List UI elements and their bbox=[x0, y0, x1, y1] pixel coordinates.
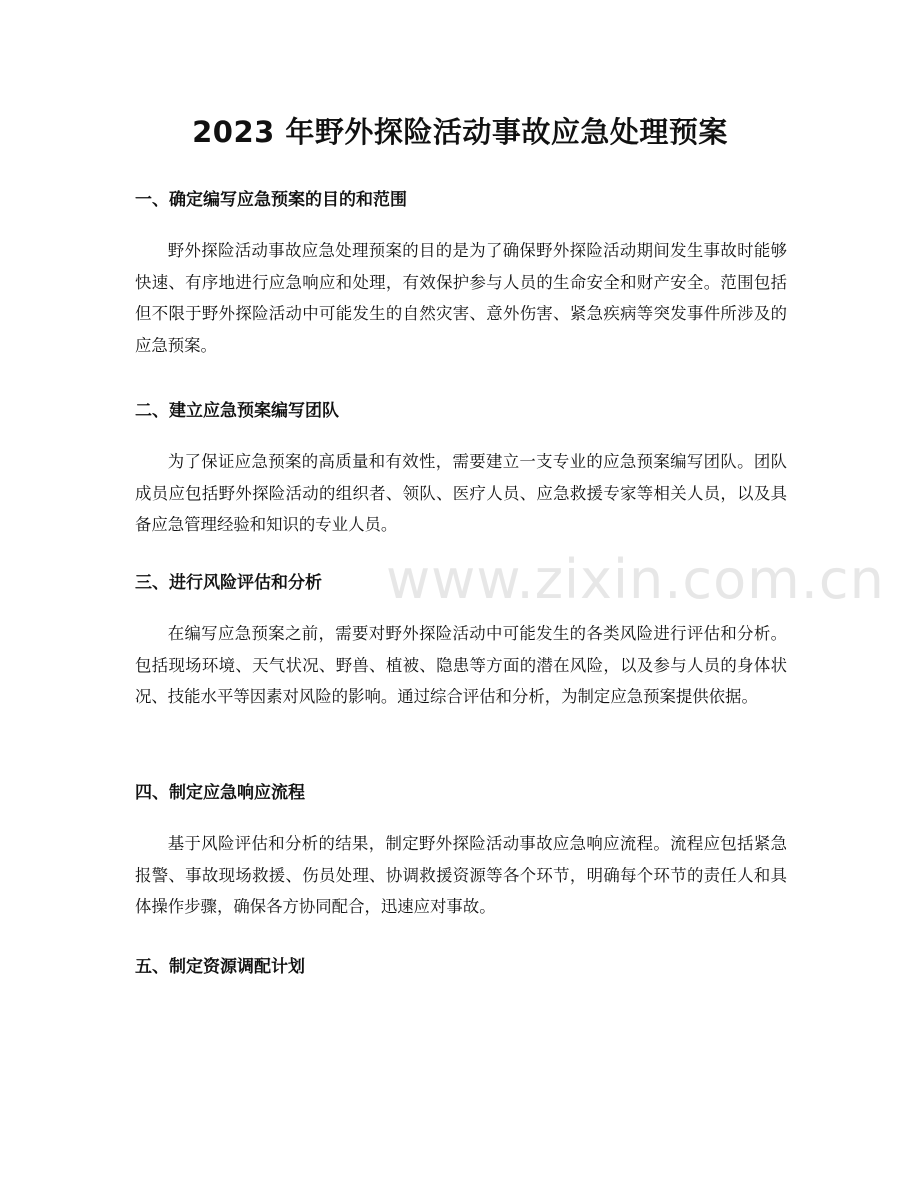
section-4-paragraph: 基于风险评估和分析的结果，制定野外探险活动事故应急响应流程。流程应包括紧急报警、事故现场救援、伤员处理、协调救援资源等各个环节，明确每个环节的责任人和具体操作步骤，确保各方协同配合，迅速应对事故。 bbox=[135, 834, 787, 916]
section-2-heading: 二、建立应急预案编写团队 bbox=[135, 401, 339, 421]
section-2-paragraph: 为了保证应急预案的高质量和有效性，需要建立一支专业的应急预案编写团队。团队成员应包括野外探险活动的组织者、领队、医疗人员、应急救援专家等相关人员，以及具备应急管理经验和知识的专业人员。 bbox=[135, 452, 787, 534]
section-4-heading: 四、制定应急响应流程 bbox=[135, 783, 305, 803]
section-1-heading: 一、确定编写应急预案的目的和范围 bbox=[135, 190, 407, 210]
document-title: 2023 年野外探险活动事故应急处理预案 bbox=[192, 115, 728, 149]
section-3-paragraph: 在编写应急预案之前，需要对野外探险活动中可能发生的各类风险进行评估和分析。包括现场环境、天气状况、野兽、植被、隐患等方面的潜在风险，以及参与人员的身体状况、技能水平等因素对风险的影响。通过综合评估和分析，为制定应急预案提供依据。 bbox=[135, 624, 787, 706]
section-1-paragraph: 野外探险活动事故应急处理预案的目的是为了确保野外探险活动期间发生事故时能够快速、有序地进行应急响应和处理，有效保护参与人员的生命安全和财产安全。范围包括但不限于野外探险活动中可能发生的自然灾害、意外伤害、紧急疾病等突发事件所涉及的应急预案。 bbox=[135, 241, 787, 355]
watermark: www.zixin.com.cn bbox=[386, 548, 885, 611]
section-3-heading: 三、进行风险评估和分析 bbox=[135, 573, 322, 593]
section-5-heading: 五、制定资源调配计划 bbox=[135, 957, 305, 977]
